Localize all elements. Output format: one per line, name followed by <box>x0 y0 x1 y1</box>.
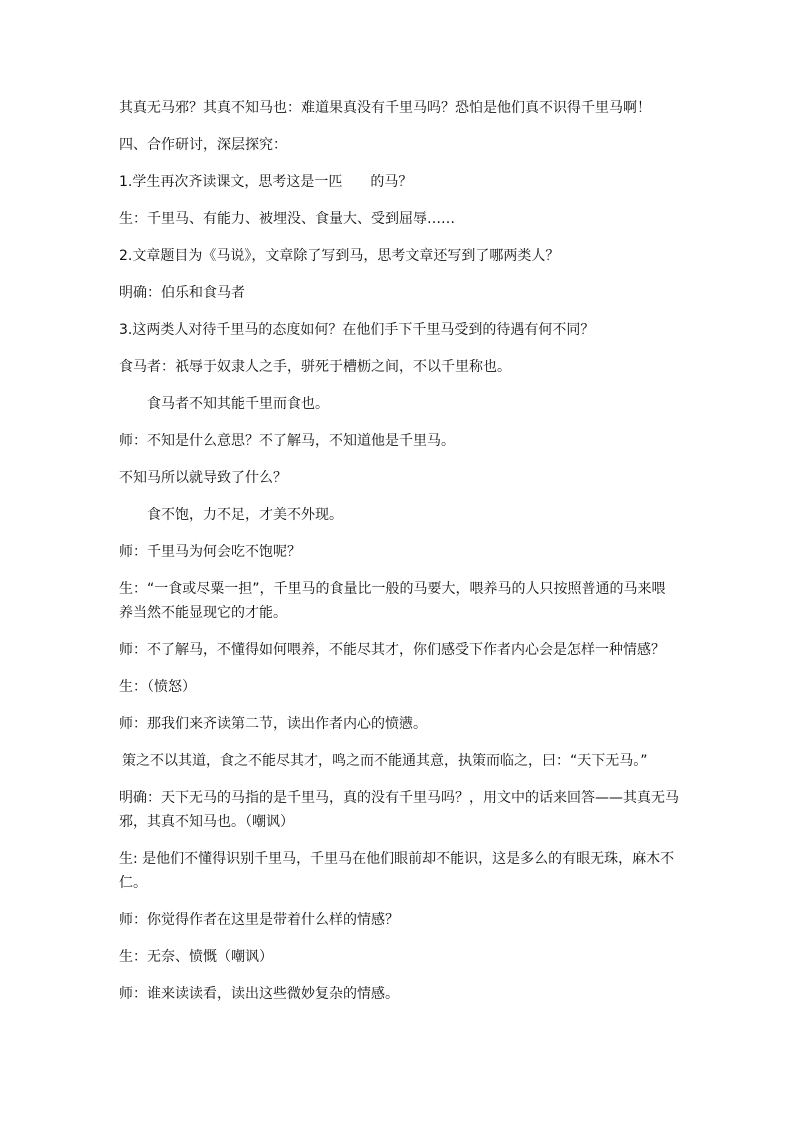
paragraph: 其真无马邪？其真不知马也：难道果真没有千里马吗？恐怕是他们真不识得千里马啊！ <box>119 100 651 116</box>
student-answer: 生: 是他们不懂得识别千里马，千里马在他们眼前却不能识，这是多么的有眼无珠，麻木不仁。 <box>119 851 675 891</box>
student-answer: 生：（愤怒） <box>119 679 196 695</box>
section-heading: 四、合作研讨，深层探究： <box>119 137 287 153</box>
teacher-line: 师：不了解马，不懂得如何喂养，不能尽其才，你们感受下作者内心会是怎样一种情感？ <box>119 642 665 658</box>
teacher-line: 师：不知是什么意思？不了解马，不知道他是千里马。 <box>119 433 455 449</box>
teacher-line: 师：那我们来齐读第二节，读出作者内心的愤懑。 <box>119 716 427 732</box>
paragraph: 食不饱，力不足，才美不外现。 <box>147 507 343 523</box>
document-body <box>119 96 679 1019</box>
paragraph: 不知马所以就导致了什么？ <box>119 470 287 486</box>
teacher-line: 师：千里马为何会吃不饱呢？ <box>119 544 301 560</box>
student-answer: 生：千里马、有能力、被埋没、食量大、受到屈辱…… <box>119 211 455 227</box>
teacher-line: 师：谁来读读看，读出这些微妙复杂的情感。 <box>119 986 399 1002</box>
clarification: 明确：伯乐和食马者 <box>119 285 245 301</box>
clarification: 明确：天下无马的马指的是千里马，真的没有千里马吗？，用文中的话来回答——其真无马邪，其真不知马也。（嘲讽） <box>119 790 679 830</box>
paragraph: 食马者不知其能千里而食也。 <box>147 396 329 412</box>
student-answer: 生：无奈、愤慨（嘲讽） <box>119 949 273 965</box>
question: 1.学生再次齐读课文，思考这是一匹 的马？ <box>119 174 413 190</box>
question: 2.文章题目为《马说》，文章除了写到马，思考文章还写到了哪两类人？ <box>119 248 560 264</box>
student-answer: 生：“一食或尽粟一担”，千里马的食量比一般的马要大，喂养马的人只按照普通的马来喂养当然不能显现它的才能。 <box>119 581 666 621</box>
paragraph: 食马者：祇辱于奴隶人之手，骈死于槽枥之间，不以千里称也。 <box>119 359 511 375</box>
question: 3.这两类人对待千里马的态度如何？在他们手下千里马受到的待遇有何不同？ <box>119 322 595 338</box>
quotation: 策之不以其道，食之不能尽其才，鸣之而不能通其意，执策而临之，曰：“天下无马。” <box>122 753 648 769</box>
teacher-line: 师：你觉得作者在这里是带着什么样的情感？ <box>119 912 399 928</box>
